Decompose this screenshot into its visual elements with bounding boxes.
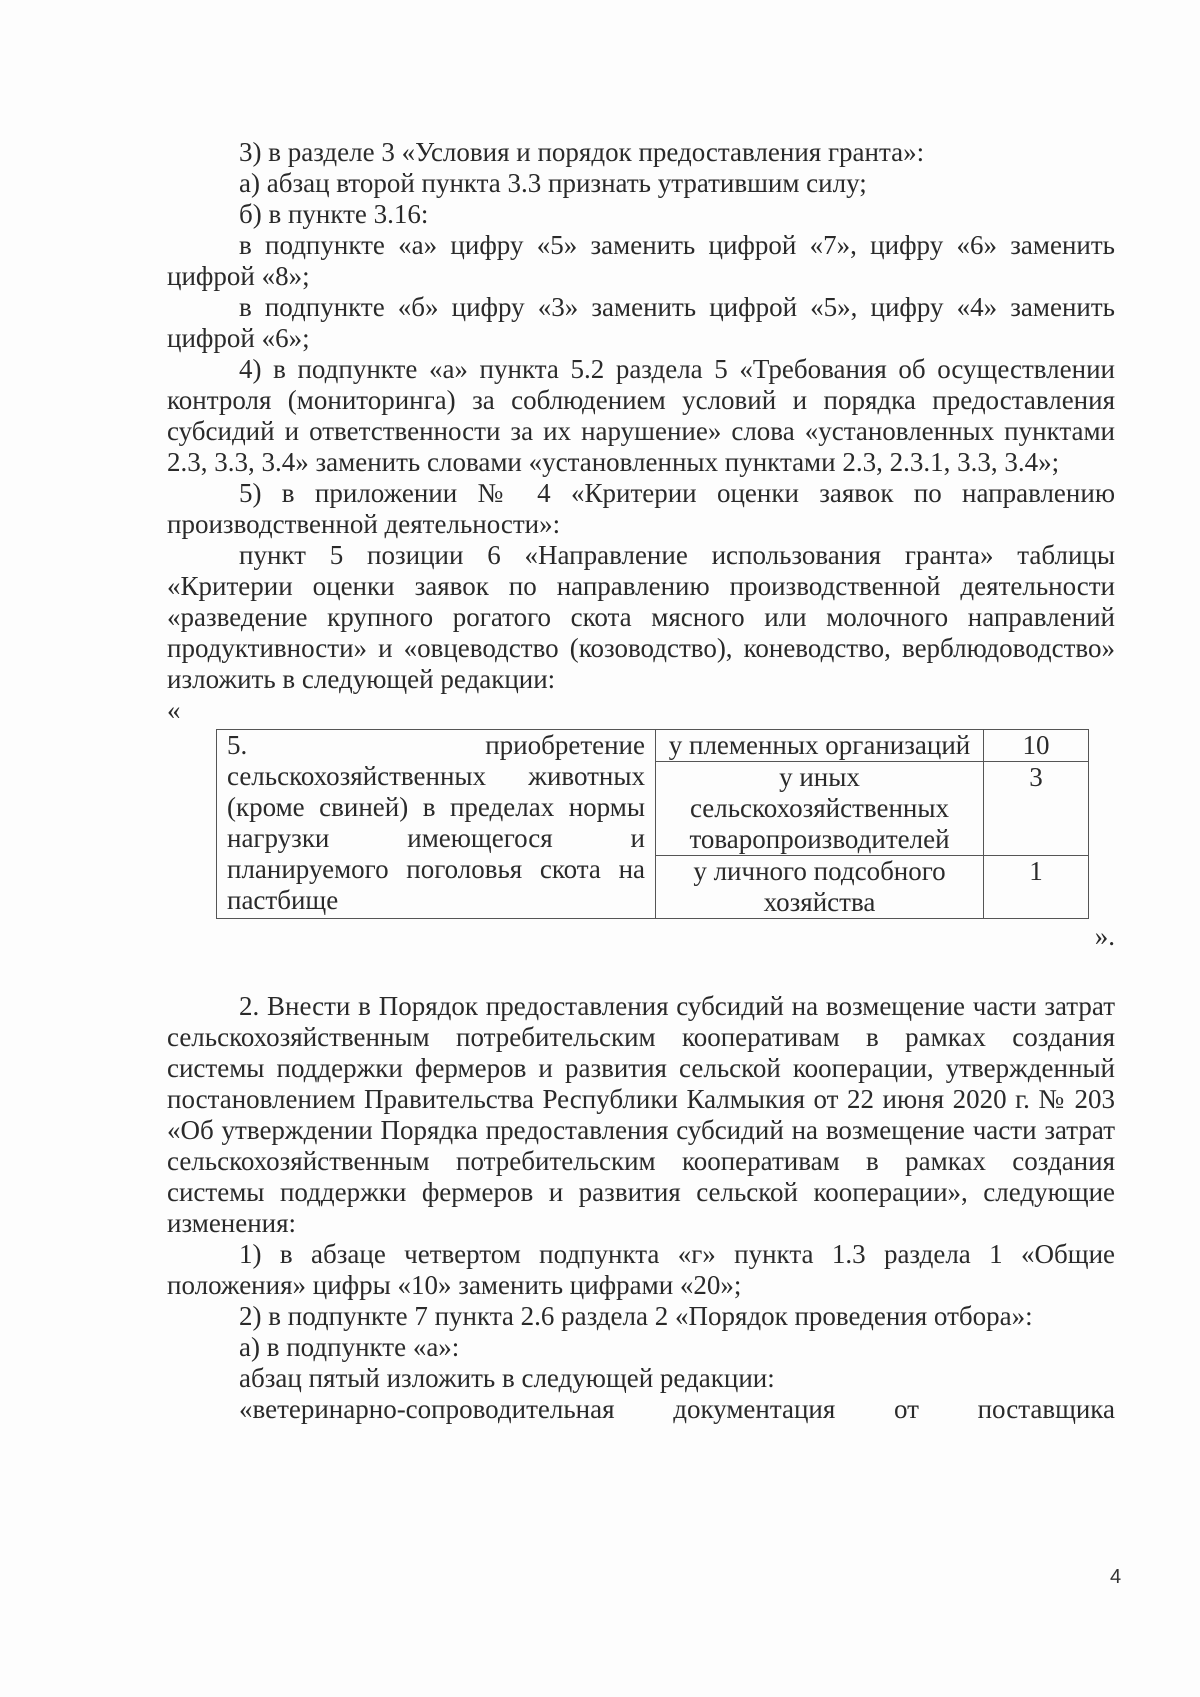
source-cell: у иных сельскохозяйственных товаропроизводителей	[656, 762, 984, 856]
page-number: 4	[1110, 1566, 1122, 1588]
source-cell: у личного подсобного хозяйства	[656, 856, 984, 919]
paragraph-2-2a-2: «ветеринарно-сопроводительная документация от поставщика	[239, 1394, 1115, 1424]
paragraph-3b-sub-a: в подпункте «а» цифру «5» заменить цифрой «7», цифру «6» заменить цифрой «8»;	[167, 230, 1115, 291]
score-cell: 10	[984, 730, 1089, 762]
paragraph-2-1: 1) в абзаце четвертом подпункта «г» пункта 1.3 раздела 1 «Общие положения» цифры «10» заменить цифрами «20»;	[167, 1239, 1115, 1300]
paragraph-2-2a-1: абзац пятый изложить в следующей редакции:	[239, 1363, 775, 1393]
criteria-table-wrapper	[216, 729, 1064, 919]
paragraph-2: 2. Внести в Порядок предоставления субсидий на возмещение части затрат сельскохозяйственным потребительским кооперативам в рамках создания системы поддержки фермеров и развития сельской кооперации, утвержденный постановлением Правительства Республики Калмыкия от 22 июня 2020 г. № 203 «Об утверждении Порядка предоставления субсидий на возмещение части затрат сельскохозяйственным потребительским кооперативам в рамках создания системы поддержки фермеров и развития сельской кооперации», следующие изменения:	[167, 991, 1115, 1238]
paragraph-5: 5) в приложении № 4 «Критерии оценки заявок по направлению производственной деятельности»:	[167, 478, 1115, 539]
score-cell: 1	[984, 856, 1089, 919]
criteria-table	[216, 729, 1089, 919]
close-quote: ».	[1094, 921, 1115, 951]
paragraph-3b: б) в пункте 3.16:	[239, 199, 429, 229]
document-body	[167, 137, 1115, 1425]
source-cell: у племенных организаций	[656, 730, 984, 762]
paragraph-5-item: пункт 5 позиции 6 «Направление использования гранта» таблицы «Критерии оценки заявок по направлению производственной деятельности «разведение крупного рогатого скота мясного или молочного направлений продуктивности» и «овцеводство (козоводство), коневодство, верблюдоводство» изложить в следующей редакции:	[167, 540, 1115, 694]
table-row	[217, 730, 1089, 762]
spacer	[167, 951, 1115, 991]
criterion-cell: 5. приобретение сельскохозяйственных животных (кроме свиней) в пределах нормы нагрузки имеющегося и планируемого поголовья скота на пастбище	[217, 730, 656, 919]
score-cell: 3	[984, 762, 1089, 856]
paragraph-3a: а) абзац второй пункта 3.3 признать утратившим силу;	[239, 168, 867, 198]
paragraph-2-2: 2) в подпункте 7 пункта 2.6 раздела 2 «Порядок проведения отбора»:	[239, 1301, 1033, 1331]
paragraph-section-3: 3) в разделе 3 «Условия и порядок предоставления гранта»:	[239, 137, 925, 167]
open-quote: «	[167, 695, 181, 725]
paragraph-2-2a: а) в подпункте «а»:	[239, 1332, 460, 1362]
paragraph-3b-sub-b: в подпункте «б» цифру «3» заменить цифрой «5», цифру «4» заменить цифрой «6»;	[167, 292, 1115, 353]
paragraph-4: 4) в подпункте «а» пункта 5.2 раздела 5 «Требования об осуществлении контроля (мониторинга) за соблюдением условий и порядка предоставления субсидий и ответственности за их нарушение» слова «установленных пунктами 2.3, 3.3, 3.4» заменить словами «установленных пунктами 2.3, 2.3.1, 3.3, 3.4»;	[167, 354, 1115, 477]
